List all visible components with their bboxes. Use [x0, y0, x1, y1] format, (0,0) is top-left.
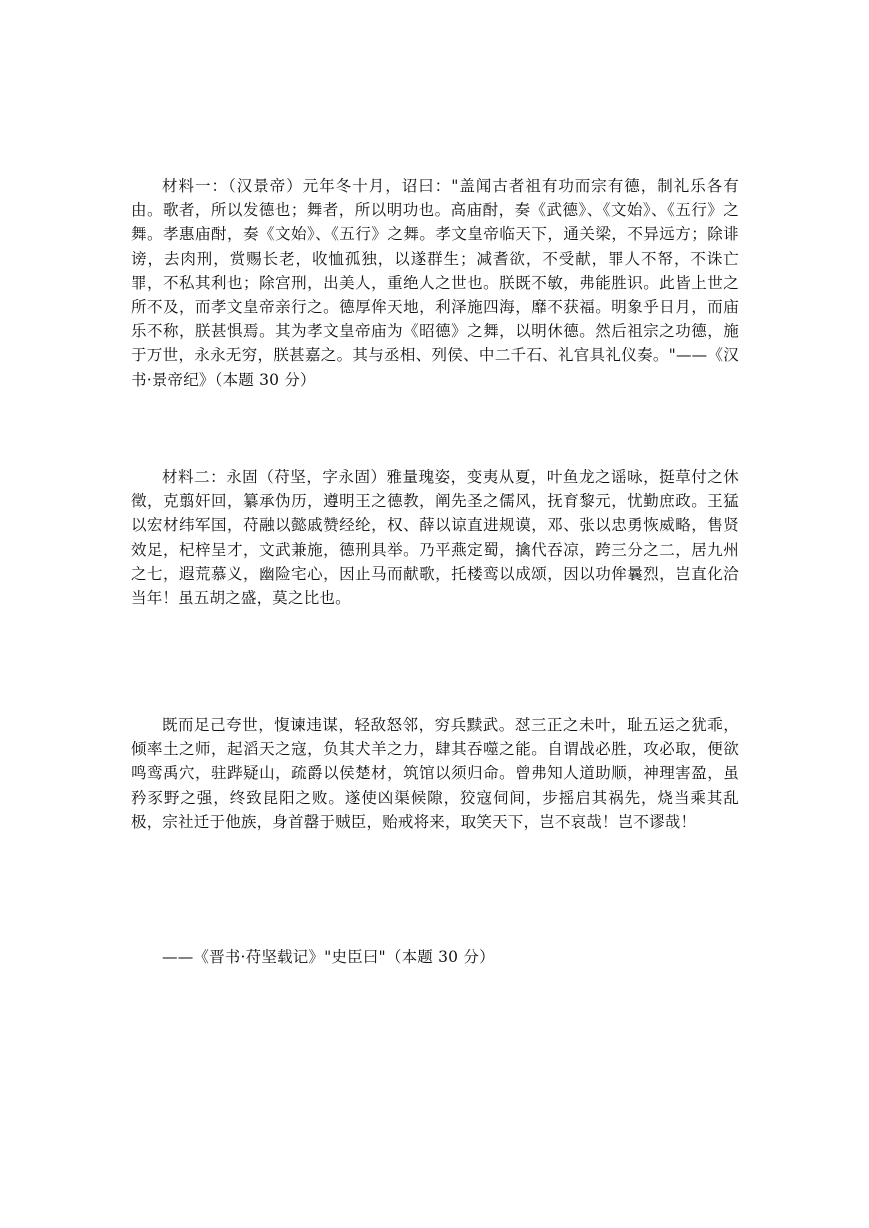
source-citation: ——《晋书·苻坚载记》"史臣曰"（本题 30 分） [162, 948, 495, 966]
material-two-continued-paragraph: 既而足己夸世，愎谏违谋，轻敌怒邻，穷兵黩武。怼三正之未叶，耻五运之犹乖，倾率土之师，起滔天之寇，负其犬羊之力，肆其吞噬之能。自谓战必胜，攻必取，便欲鸣鸾禹穴，驻跸疑山，疏爵以侯楚材，筑馆以须归命。曾弗知人道助顺，神理害盈，虽矜豕野之强，终致昆阳之败。遂使凶渠候隙，狡寇伺间，步摇启其祸先，烧当乘其乱极，宗社迁于他族，身首罄于贼臣，贻戒将来，取笑天下，岂不哀哉！岂不谬哉！ [131, 716, 739, 831]
material-two-paragraph: 材料二：永固（苻坚，字永固）雅量瑰姿，变夷从夏，叶鱼龙之谣咏，挺草付之休徵，克翦奸回，纂承伪历，遵明王之德教，阐先圣之儒风，抚育黎元，忧勤庶政。王猛以宏材纬军国，苻融以懿戚赞经纶，权、薛以谅直进规谟，邓、张以忠勇恢威略，售贤效足，杞梓呈才，文武兼施，德刑具举。乃平燕定蜀，擒代吞凉，跨三分之二，居九州之七，遐荒慕义，幽险宅心，因止马而献歌，托楼鸾以成颂，因以功侔曩烈，岂直化洽当年！虽五胡之盛，莫之比也。 [131, 468, 739, 608]
material-one-paragraph: 材料一：（汉景帝）元年冬十月，诏曰："盖闻古者祖有功而宗有德，制礼乐各有由。歌者，所以发德也；舞者，所以明功也。高庙酎，奏《武德》、《文始》、《五行》之舞。孝惠庙酎，奏《文始》、《五行》之舞。孝文皇帝临天下，通关梁，不异远方；除诽谤，去肉刑，赏赐长老，收恤孤独，以遂群生；减耆欲，不受献，罪人不帑，不诛亡罪，不私其利也；除宫刑，出美人，重绝人之世也。朕既不敏，弗能胜识。此皆上世之所不及，而孝文皇帝亲行之。德厚侔天地，利泽施四海，靡不获福。明象乎日月，而庙乐不称，朕甚惧焉。其为孝文皇帝庙为《昭德》之舞，以明休德。然后祖宗之功德，施于万世，永永无穷，朕甚嘉之。其与丞相、列侯、中二千石、礼官具礼仪奏。"——《汉书·景帝纪》（本题 30 分） [131, 177, 739, 389]
